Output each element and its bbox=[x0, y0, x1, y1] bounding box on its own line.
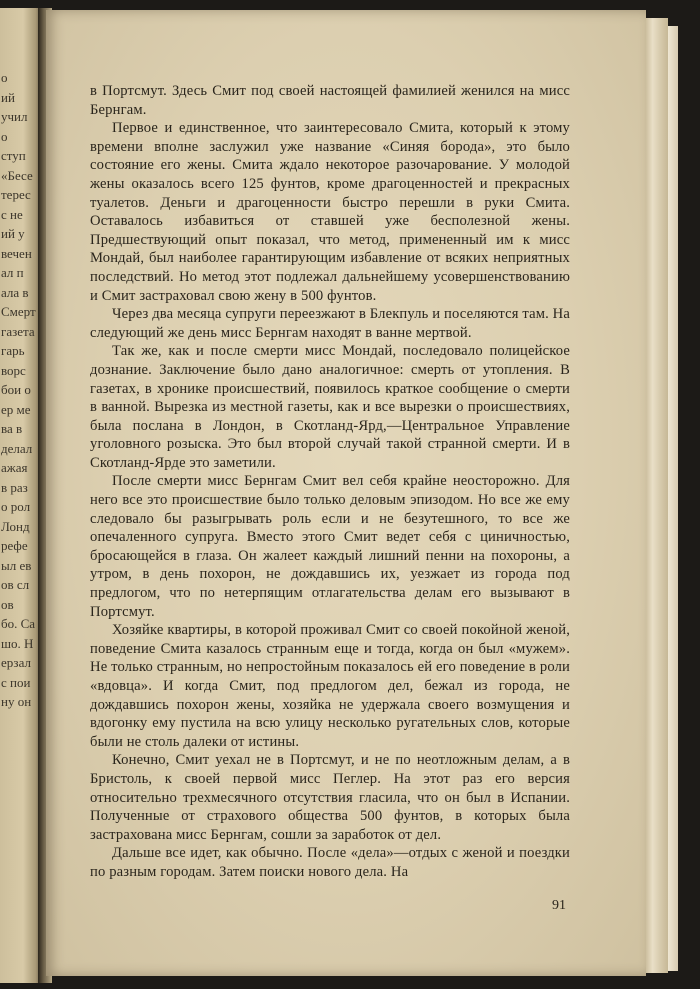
left-page-line: с пои bbox=[1, 674, 31, 690]
page-stack-edge-outer bbox=[668, 26, 678, 971]
left-page-line: ов bbox=[1, 596, 14, 612]
left-page-line: газета bbox=[1, 323, 35, 339]
left-page-line: ступ bbox=[1, 148, 26, 163]
left-page-line: ий bbox=[1, 89, 15, 105]
paragraph: Дальше все идет, как обычно. После «дела»—отдых с женой и поездки по разным городам. Затем поиски нового дела. На bbox=[90, 845, 570, 880]
left-page-line: ворс bbox=[1, 362, 26, 378]
page-number: 91 bbox=[552, 898, 566, 913]
paragraph: в Портсмут. Здесь Смит под своей настоящей фамилией женился на мисс Бернгам. bbox=[90, 83, 570, 118]
left-page-line: рефе bbox=[1, 538, 28, 553]
paragraph: После смерти мисс Бернгам Смит вел себя крайне неосторожно. Для него все это происшествие было только деловым эпизодом. Но все же ему следовало бы разыгрывать роль если и не безутешного, то все же опечаленного супруга. Вместо этого Смит ведет себя с циничностью, бросающейся в глаза. Он жалеет каждый лишний пенни на похороны, а утром, в день похорон, не дождавшись их, уезжает из города под предлогом, что по нетерпящим отлагательства делам его вызывают в Портсмут. bbox=[90, 473, 570, 620]
left-page-line: шо. Н bbox=[1, 635, 34, 651]
left-page-line: вечен bbox=[1, 245, 32, 261]
left-page-line: в раз bbox=[1, 479, 28, 495]
left-page-line: ер ме bbox=[1, 401, 31, 417]
paragraph: Через два месяца супруги переезжают в Блекпуль и поселяются там. На следующий же день мисс Бернгам находят в ванне мертвой. bbox=[90, 306, 570, 341]
left-page-line: бои о bbox=[1, 382, 31, 397]
left-page-line: ий у bbox=[1, 226, 25, 241]
left-page-line: о bbox=[1, 70, 8, 85]
left-page-line: о рол bbox=[1, 499, 31, 514]
left-page-text bbox=[0, 68, 42, 712]
page-body bbox=[90, 82, 570, 882]
left-page-line: с не bbox=[1, 206, 23, 222]
left-page-line: ажая bbox=[1, 460, 28, 475]
left-page-line: бо. Са bbox=[1, 616, 36, 631]
left-page-line: ыл ев bbox=[1, 557, 32, 573]
left-page-line: «Бесе bbox=[1, 167, 33, 183]
left-page-line: ала в bbox=[1, 284, 29, 300]
left-page-line: о bbox=[1, 128, 8, 144]
paragraph: Так же, как и после смерти мисс Мондай, последовало полицейское дознание. Заключение было дано аналогичное: смерть от утопления. В газетах, в хронике происшествий, появилось краткое сообщение о смерти в ванной. Вырезка из местной газеты, как и все вырезки о происшествиях, была послана в Лондон, в Скотланд-Ярд,—Центральное Управление уголовного розыска. Это был второй случай такой странной смерти. И в Скотланд-Ярде это заметили. bbox=[90, 343, 570, 471]
left-page-line: делал bbox=[1, 440, 33, 456]
page-stack-edge bbox=[646, 18, 668, 973]
left-page-line: ну он bbox=[1, 694, 32, 709]
left-page-line: учил bbox=[1, 109, 28, 124]
left-page-line: ерзал bbox=[1, 655, 31, 670]
left-page-line: ов сл bbox=[1, 577, 30, 592]
paragraph: Хозяйке квартиры, в которой проживал Смит со своей покойной женой, поведение Смита казалось странным еще и тогда, когда он был «мужем». Не только странным, но непростойным показалось ей его поведение в роли «вдовца». И когда Смит, под предлогом дел, бежал из города, не дождавшись похорон жены, хозяйка не удержала своего возмущения и вдогонку ему пустила на всю улицу несколько ругательных слов, которые были не столь далеки от истины. bbox=[90, 622, 570, 750]
left-page-line: гарь bbox=[1, 343, 25, 358]
left-page-line: ва в bbox=[1, 421, 23, 436]
left-page bbox=[0, 8, 42, 983]
left-page-line: Смерт bbox=[1, 304, 36, 319]
left-page-line: Лонд bbox=[1, 518, 30, 534]
left-page-line: ал п bbox=[1, 265, 24, 280]
paragraph: Первое и единственное, что заинтересовало Смита, который к этому времени вполне заслужил уже название «Синяя борода», это было состояние его жены. Смита ждало некоторое разочарование. У молодой жены оказалось всего 125 фунтов, кроме драгоценностей и прекрасных туалетов. Деньги и драгоценности быстро перешли в руки Смита. Оставалось избавиться от ставшей уже бесполезной жены. Предшествующий опыт показал, что метод, примененный им к мисс Мондай, был наиболее гарантирующим избавление от всяких неприятных последствий. Но метод этот подлежал дальнейшему усовершенствованию и Смит застраховал свою жену в 500 фунтов. bbox=[90, 120, 570, 304]
left-page-line: терес bbox=[1, 187, 31, 202]
paragraph: Конечно, Смит уехал не в Портсмут, и не по неотложным делам, а в Бристоль, к своей первой мисс Пеглер. На этот раз его версия относительно трехмесячного отсутствия гласила, что он был в Испании. Полученные от страхового общества 500 фунтов, в которых была застрахована мисс Бернгам, сошли за заработок от дел. bbox=[90, 752, 570, 843]
